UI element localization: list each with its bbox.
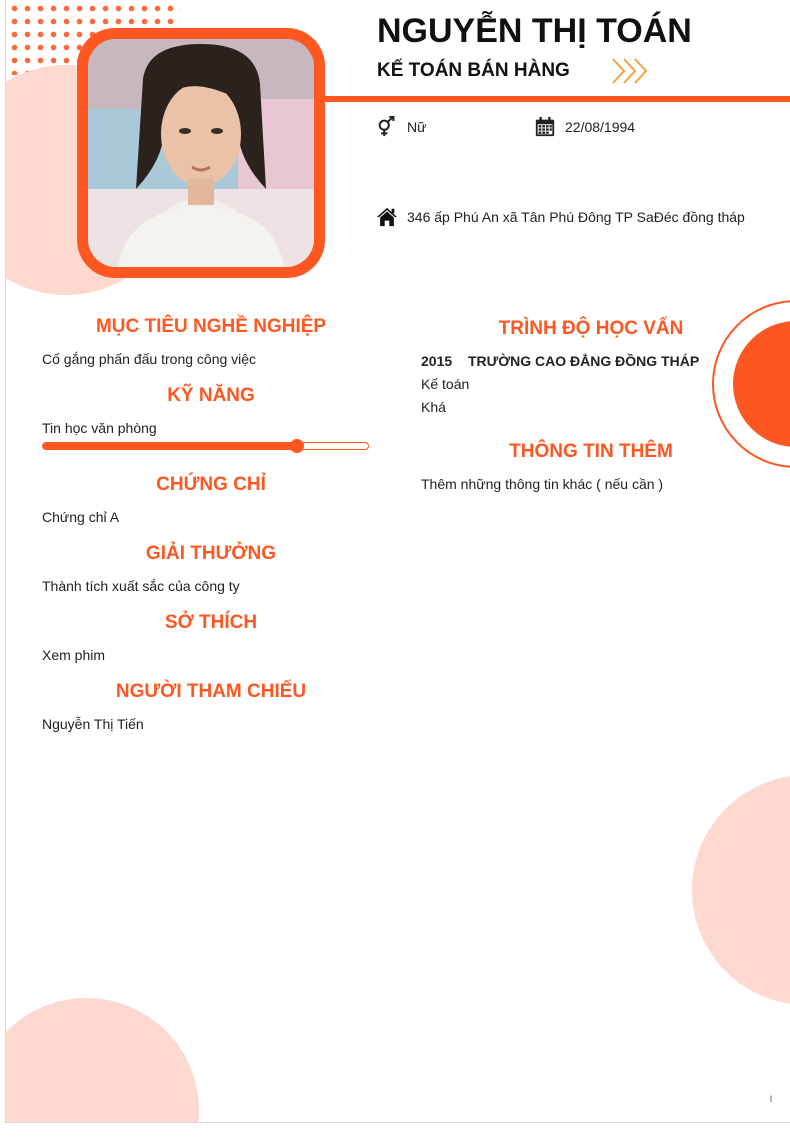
page-gap bbox=[0, 1123, 790, 1142]
education-entry bbox=[421, 353, 699, 369]
extra-info-text: Thêm những thông tin khác ( nếu cần ) bbox=[421, 476, 664, 492]
education-title: TRÌNH ĐỘ HỌC VẤN bbox=[498, 318, 684, 339]
decor-circle-bottom-left bbox=[5, 998, 199, 1123]
cv-page bbox=[5, 0, 790, 1123]
extra-info-title: THÔNG TIN THÊM bbox=[509, 441, 673, 462]
awards-text: Thành tích xuất sắc của công ty bbox=[42, 578, 240, 594]
skill-label: Tin học văn phòng bbox=[42, 420, 157, 436]
skill-bar bbox=[42, 442, 369, 450]
calendar-icon bbox=[534, 116, 556, 138]
candidate-name: NGUYỄN THỊ TOÁN bbox=[377, 12, 692, 50]
chevrons-right-icon bbox=[610, 56, 650, 86]
dob-info bbox=[534, 116, 635, 138]
objective-title: MỤC TIÊU NGHỀ NGHIỆP bbox=[95, 316, 327, 337]
certificates-title: CHỨNG CHỈ bbox=[156, 474, 266, 495]
references-title: NGƯỜI THAM CHIẾU bbox=[115, 681, 307, 702]
job-title: KẾ TOÁN BÁN HÀNG bbox=[377, 60, 570, 81]
education-grade: Khá bbox=[421, 399, 446, 415]
awards-title: GIẢI THƯỞNG bbox=[145, 543, 277, 564]
dob-value: 22/08/1994 bbox=[565, 119, 636, 135]
education-major: Kế toán bbox=[421, 376, 470, 392]
home-icon bbox=[376, 206, 398, 228]
gender-info bbox=[376, 116, 426, 138]
header-divider bbox=[324, 96, 790, 102]
gender-icon bbox=[376, 116, 398, 138]
page-mark: l bbox=[770, 1094, 772, 1104]
address-info bbox=[376, 206, 745, 228]
hobbies-text: Xem phim bbox=[42, 647, 106, 663]
hobbies-title: SỞ THÍCH bbox=[164, 612, 258, 633]
gender-value: Nữ bbox=[407, 119, 427, 135]
skill-bar-knob bbox=[290, 439, 304, 453]
decor-circle-right bbox=[692, 775, 790, 1005]
references-text: Nguyễn Thị Tiến bbox=[42, 716, 144, 732]
profile-photo bbox=[88, 39, 314, 267]
skill-bar-fill bbox=[43, 443, 297, 449]
certificates-text: Chứng chỉ A bbox=[42, 509, 120, 525]
objective-text: Cố gắng phấn đấu trong công việc bbox=[42, 351, 257, 367]
address-value: 346 ấp Phú An xã Tân Phú Đông TP SaĐéc đồng tháp bbox=[407, 209, 745, 225]
education-year: 2015 bbox=[421, 353, 453, 369]
skills-title: KỸ NĂNG bbox=[167, 385, 255, 406]
portrait-illustration bbox=[88, 39, 314, 267]
education-school: TRƯỜNG CAO ĐẲNG ĐỒNG THÁP bbox=[467, 353, 700, 369]
profile-photo-frame bbox=[77, 28, 325, 278]
